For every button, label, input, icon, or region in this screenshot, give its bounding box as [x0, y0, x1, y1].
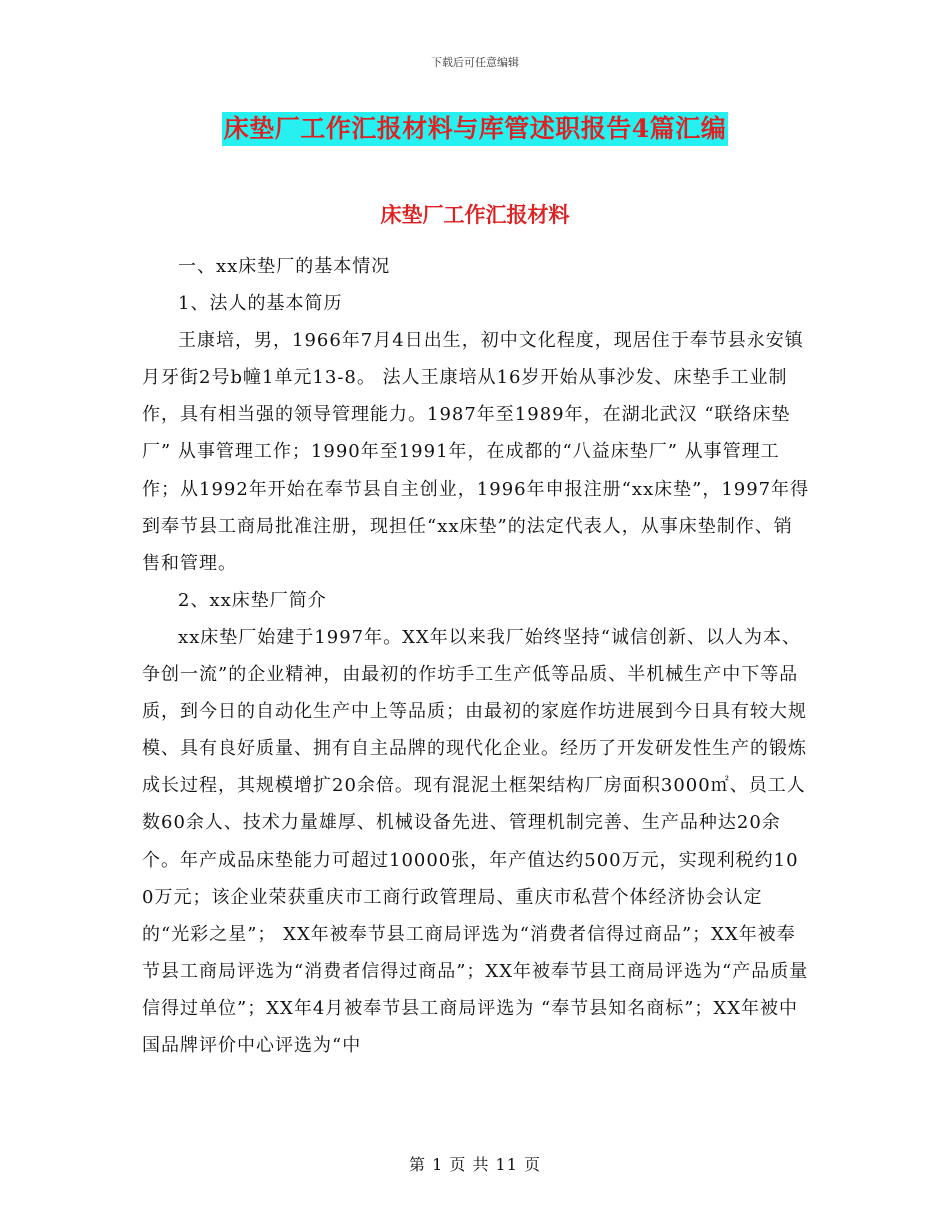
header-note: 下载后可任意编辑 — [431, 56, 519, 69]
section-title: 床垫厂工作汇报材料 — [380, 202, 570, 227]
body-text — [142, 248, 810, 1064]
document-title: 床垫厂工作汇报材料与库管述职报告4篇汇编 — [222, 112, 728, 146]
paragraph-bio: 王康培，男，1966年7月4日出生，初中文化程度，现居住于奉节县永安镇月牙街2号b幢1单元13-8。 法人王康培从16岁开始从事沙发、床垫手工业制作，具有相当强的领导管理能力。1987年至1989年，在湖北武汉 “联络床垫厂” 从事管理工作；1990年至1991年，在成都的“八益床垫厂” 从事管理工作；从1992年开始在奉节县自主创业，1996年申报注册“xx床垫”，1997年得到奉节县工商局批准注册，现担任“xx床垫”的法定代表人，从事床垫制作、销售和管理。 — [142, 330, 810, 574]
page-footer: 第 1 页 共 11 页 — [409, 1155, 541, 1174]
paragraph-subheading-1: 1、法人的基本简历 — [178, 293, 343, 315]
paragraph-subheading-2: 2、xx床垫厂简介 — [178, 589, 327, 611]
document-title-container — [0, 112, 950, 146]
paragraph-intro: xx床垫厂始建于1997年。XX年以来我厂始终坚持“诚信创新、以人为本、争创一流”的企业精神，由最初的作坊手工生产低等品质、半机械生产中下等品质，到今日的自动化生产中上等品质；由最初的家庭作坊进展到今日具有较大规模、具有良好质量、拥有自主品牌的现代化企业。经历了开发研发性生产的锻炼成长过程，其规模增扩20余倍。现有混泥土框架结构厂房面积3000㎡、员工人数60余人、技术力量雄厚、机械设备先进、管理机制完善、生产品种达20余个。年产成品床垫能力可超过10000张，年产值达约500万元，实现利税约100万元；该企业荣获重庆市工商行政管理局、重庆市私营个体经济协会认定的“光彩之星”； XX年被奉节县工商局评选为“消费者信得过商品”；XX年被奉节县工商局评选为“消费者信得过商品”；XX年被奉节县工商局评选为“产品质量信得过单位”；XX年4月被奉节县工商局评选为 “奉节县知名商标”；XX年被中国品牌评价中心评选为“中 — [142, 626, 809, 1056]
paragraph-heading-1: 一、xx床垫厂的基本情况 — [178, 256, 391, 277]
